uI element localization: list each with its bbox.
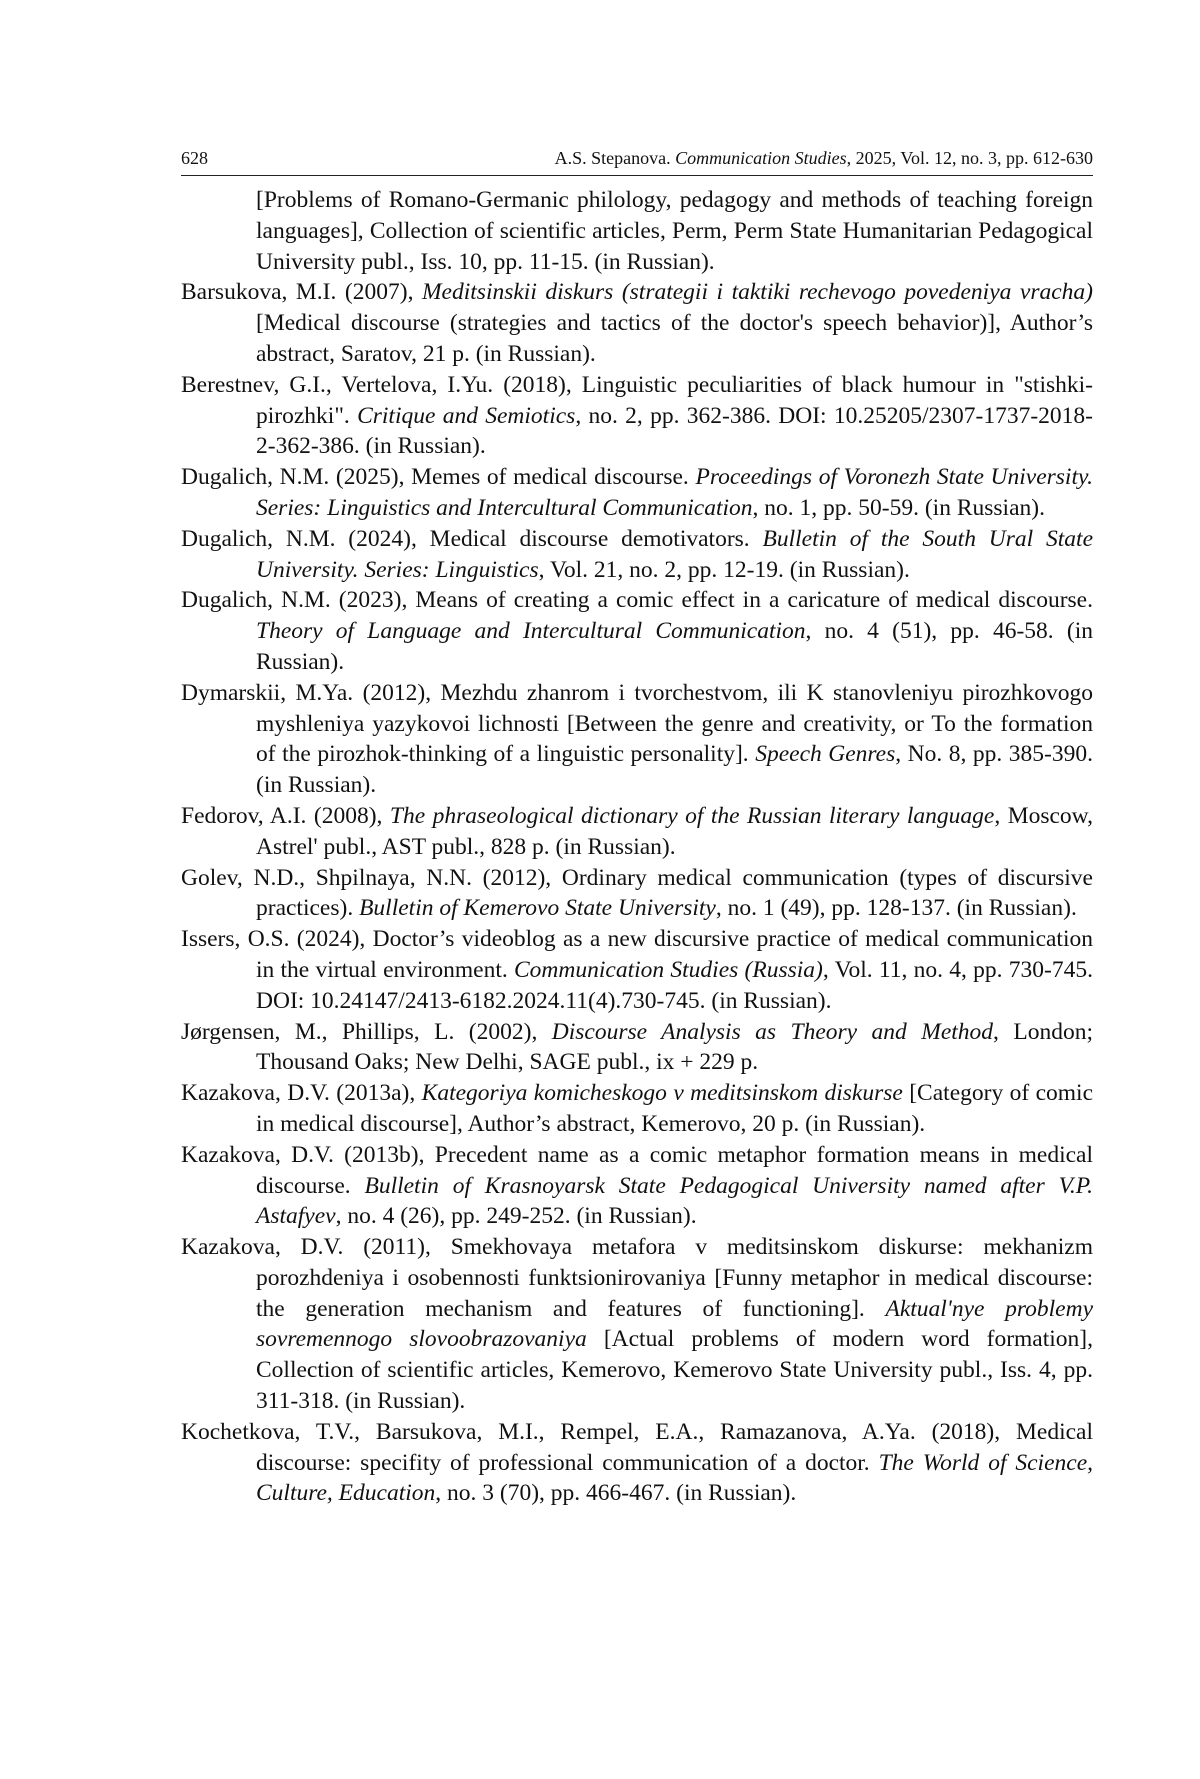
reference-text: Issers, O.S. (2024), Doctor’s videoblog as a new discursive practice of medical communication in the virtual environment. [181,926,1093,983]
reference-text: , no. 4 (26), pp. 249-252. (in Russian). [335,1203,697,1230]
running-title [555,145,1093,171]
reference-entry [181,863,1093,925]
reference-text: , no. 1, pp. 50-59. (in Russian). [752,494,1045,521]
reference-source-title: Meditsinskii diskurs (strategii i taktiki rechevogo povedeniya vracha) [421,279,1093,306]
reference-text: Dymarskii, M.Ya. (2012), Mezhdu zhanrom i tvorchestvom, ili K stanovleniyu pirozhkovogo myshleniya yazykovoi lichnosti [Between the genre and creativity, or To the formation of the pirozhok-thinking of a linguistic personality]. [181,679,1093,768]
reference-source-title: Bulletin of Krasnoyarsk State Pedagogical University named after V.P. Astafyev [256,1172,1093,1230]
reference-text: Kazakova, D.V. (2013b), Precedent name as a comic metaphor formation means in medical discourse. [181,1141,1093,1199]
reference-text: Barsukova, M.I. (2007), [181,279,422,306]
reference-text: , Vol. 11, no. 4, pp. 730-745. DOI: 10.24147/2413-6182.2024.11(4).730-745. (in Russian). [256,956,1094,1014]
reference-entry [181,1232,1093,1417]
reference-source-title: Bulletin of Kemerovo State University [359,895,716,922]
reference-text: , London; Thousand Oaks; New Delhi, SAGE publ., ix + 229 p. [256,1018,1093,1076]
reference-text: Golev, N.D., Shpilnaya, N.N. (2012), Ordinary medical communication (types of discursive practices). [181,864,1093,922]
reference-source-title: The phraseological dictionary of the Russian literary language [389,802,995,829]
reference-text: , no. 2, pp. 362-386. DOI: 10.25205/2307-1737-2018-2-362-386. (in Russian). [256,402,1093,460]
page-number: 628 [181,148,208,168]
reference-text: , no. 3 (70), pp. 466-467. (in Russian). [435,1480,797,1507]
reference-text: , Vol. 21, no. 2, pp. 12-19. (in Russian). [538,556,910,583]
reference-entry [181,924,1093,1016]
reference-entry [181,585,1093,677]
reference-text: , no. 1 (49), pp. 128-137. (in Russian). [715,895,1077,922]
reference-source-title: Critique and Semiotics [357,402,576,429]
reference-text: Kazakova, D.V. (2011), Smekhovaya metafora v meditsinskom diskurse: mekhanizm porozhdeniya i osobennosti funktsionirovaniya [Funny metaphor in medical discourse: the generation mechanism and features of functioning]. [181,1234,1093,1322]
reference-entry [181,801,1093,863]
reference-source-title: Communication Studies (Russia) [514,956,823,983]
reference-source-title: Theory of Language and Intercultural Communication [256,618,806,645]
reference-source-title: Proceedings of Voronezh State University. Series: Linguistics and Intercultural Communication [256,464,1093,521]
header-author: A.S. Stepanova. [554,148,671,168]
reference-entry [181,462,1093,524]
reference-entry [181,1140,1093,1232]
running-header [181,145,1093,176]
reference-text: [Actual problems of modern word formation], Collection of scientific articles, Kemerovo, Kemerovo State University publ., Iss. 4, pp. 311-318. (in Russian). [256,1326,1093,1415]
reference-text: , Moscow, Astrel' publ., AST publ., 828 p. (in Russian). [256,802,1093,860]
reference-source-title: Speech Genres [755,741,896,768]
reference-text: Dugalich, N.M. (2023), Means of creating a comic effect in a caricature of medical discourse. [181,587,1093,614]
reference-text: Dugalich, N.M. (2025), Memes of medical discourse. [181,464,696,491]
reference-entry [181,524,1093,586]
reference-text: Jørgensen, M., Phillips, L. (2002), [181,1018,552,1045]
reference-entry [181,678,1093,801]
reference-entry [181,277,1093,369]
reference-text: Kazakova, D.V. (2013a), [181,1080,422,1107]
reference-text: Berestnev, G.I., Vertelova, I.Yu. (2018), Linguistic peculiarities of black humour in "stishki-pirozhki". [181,371,1093,429]
reference-text: [Category of comic in medical discourse], Author’s abstract, Kemerovo, 20 p. (in Russian). [256,1080,1094,1137]
reference-text: Dugalich, N.M. (2024), Medical discourse demotivators. [181,525,763,552]
reference-entry [181,1017,1093,1079]
reference-text: Fedorov, A.I. (2008), [181,802,390,829]
reference-text: [Problems of Romano-Germanic philology, pedagogy and methods of teaching foreign languages], Collection of scientific articles, Perm, Perm State Humanitarian Pedagogical University publ., Iss. 10, pp. 11-15. (in Russian). [256,187,1093,275]
reference-source-title: The World of Science, Culture, Education [256,1449,1093,1507]
reference-text: , no. 4 (51), pp. 46-58. (in Russian). [256,618,1093,675]
reference-source-title: Bulletin of the South Ural State University. Series: Linguistics [256,525,1094,583]
reference-source-title: Discourse Analysis as Theory and Method [551,1018,994,1045]
reference-text: [Medical discourse (strategies and tactics of the doctor's speech behavior)], Author’s abstract, Saratov, 21 p. (in Russian). [256,310,1093,367]
reference-entry [181,370,1093,462]
reference-entry [181,1417,1093,1509]
reference-source-title: Aktual'nye problemy sovremennogo slovoobrazovaniya [256,1295,1093,1353]
reference-list [181,185,1093,1509]
reference-text: Kochetkova, T.V., Barsukova, M.I., Rempel, E.A., Ramazanova, A.Ya. (2018), Medical discourse: specifity of professional communication of a doctor. [181,1418,1093,1476]
reference-entry [181,185,1093,277]
header-details: , 2025, Vol. 12, no. 3, pp. 612-630 [846,148,1093,168]
reference-entry [181,1078,1093,1140]
header-journal: Communication Studies [675,148,847,168]
reference-text: , No. 8, pp. 385-390. (in Russian). [256,741,1093,799]
reference-source-title: Kategoriya komicheskogo v meditsinskom diskurse [421,1080,903,1107]
